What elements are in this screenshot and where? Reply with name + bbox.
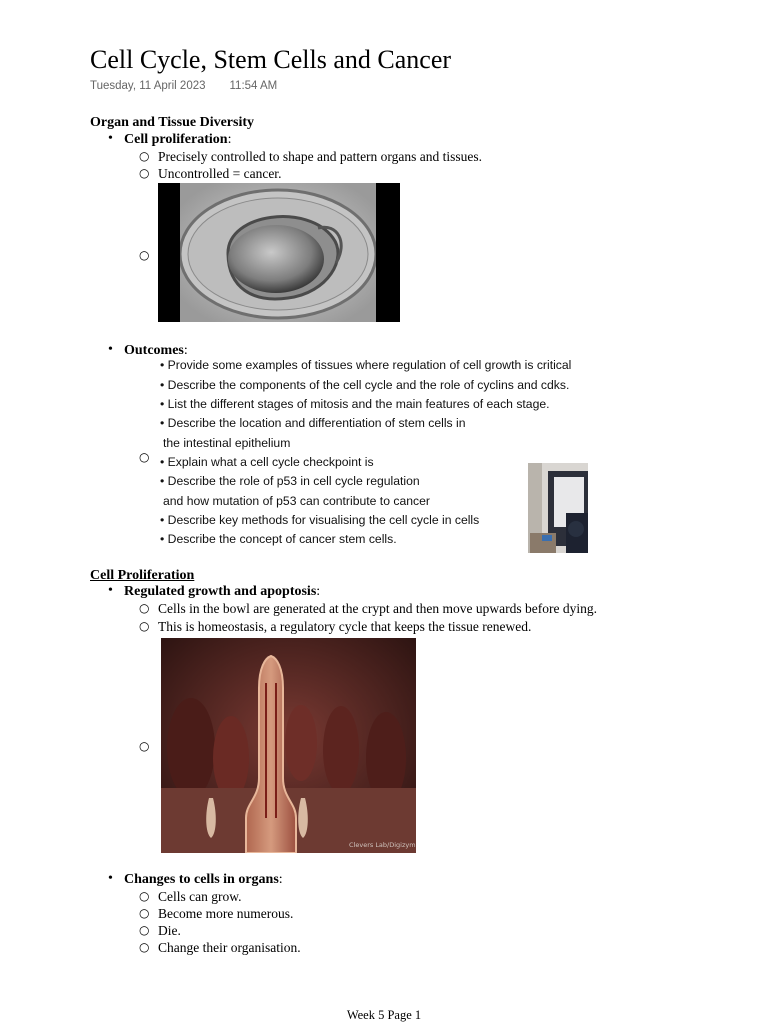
outcome-line: the intestinal epithelium (163, 436, 291, 450)
circle-bullet-icon: ○ (139, 940, 150, 954)
sub-bullet (139, 149, 483, 165)
outcome-line: and how mutation of p53 can contribute to cancer (163, 494, 430, 508)
outcome-line: • Explain what a cell cycle checkpoint is (160, 455, 374, 469)
page-meta (90, 80, 277, 92)
bullet-dot-icon: • (108, 342, 113, 357)
sub-bullet (139, 940, 301, 956)
outcome-line: • List the different stages of mitosis and the main features of each stage. (160, 397, 550, 411)
sub-bullet-text: Uncontrolled = cancer. (158, 166, 282, 181)
circle-bullet-icon: ○ (139, 450, 150, 464)
circle-bullet-icon: ○ (139, 248, 150, 262)
embryo-image (158, 183, 400, 322)
bullet-dot-icon: • (108, 131, 113, 146)
section-heading-organ-tissue: Organ and Tissue Diversity (90, 115, 255, 130)
sub-bullet-text: Precisely controlled to shape and pattern organs and tissues. (158, 149, 483, 164)
page-footer: Week 5 Page 1 (346, 1008, 422, 1022)
circle-bullet-icon: ○ (139, 739, 150, 753)
bullet-dot-icon: • (108, 871, 113, 886)
bullet-label: Cell proliferation (124, 132, 228, 147)
sub-bullet (139, 923, 181, 939)
outcome-line: • Describe the components of the cell cycle and the role of cyclins and cdks. (160, 378, 570, 392)
sub-bullet-text: Change their organisation. (158, 940, 301, 955)
circle-bullet-icon: ○ (139, 906, 150, 920)
section-heading-cell-proliferation: Cell Proliferation (90, 568, 195, 583)
circle-bullet-icon: ○ (139, 923, 150, 937)
circle-bullet-icon: ○ (139, 619, 150, 633)
sub-bullet (139, 166, 282, 182)
intestinal-villus-image (161, 638, 416, 853)
sub-bullet-text: Die. (158, 923, 181, 938)
page-title: Cell Cycle, Stem Cells and Cancer (90, 45, 452, 74)
outcome-line: • Describe the role of p53 in cell cycle regulation (160, 474, 420, 488)
sub-bullet-text: Become more numerous. (158, 906, 294, 921)
outcome-line: • Provide some examples of tissues where regulation of cell growth is critical (160, 358, 572, 372)
bullet-dot-icon: • (108, 583, 113, 598)
circle-bullet-icon: ○ (139, 166, 150, 180)
outcomes-list-image (160, 358, 590, 554)
page-date: Tuesday, 11 April 2023 (90, 80, 206, 92)
circle-bullet-icon: ○ (139, 149, 150, 163)
sub-bullet-text: This is homeostasis, a regulatory cycle that keeps the tissue renewed. (158, 619, 532, 634)
outcome-line: • Describe key methods for visualising the cell cycle in cells (160, 513, 480, 527)
outcome-line: • Describe the concept of cancer stem cells. (160, 532, 397, 546)
bullet-outcomes: • Outcomes: (108, 342, 188, 358)
sub-bullet (139, 906, 294, 922)
bullet-cell-proliferation: • Cell proliferation: (108, 131, 232, 147)
sub-bullet-text: Cells can grow. (158, 889, 242, 904)
page-time: 11:54 AM (229, 80, 278, 92)
sub-bullet (139, 889, 242, 905)
bullet-label: Regulated growth and apoptosis (124, 584, 317, 599)
circle-bullet-icon: ○ (139, 889, 150, 903)
bullet-regulated-growth: • Regulated growth and apoptosis: (108, 583, 321, 599)
sub-bullet (139, 619, 532, 635)
bullet-label: Changes to cells in organs (124, 872, 279, 887)
lecturer-photo (528, 463, 588, 553)
sub-bullet (139, 601, 597, 617)
bullet-changes-to-cells: • Changes to cells in organs: (108, 871, 283, 887)
circle-bullet-icon: ○ (139, 601, 150, 615)
sub-bullet-text: Cells in the bowl are generated at the crypt and then move upwards before dying. (158, 601, 597, 616)
bullet-label: Outcomes (124, 343, 184, 358)
image-watermark: Clevers Lab/Digizyme (349, 841, 416, 849)
outcome-line: • Describe the location and differentiation of stem cells in (160, 416, 466, 430)
